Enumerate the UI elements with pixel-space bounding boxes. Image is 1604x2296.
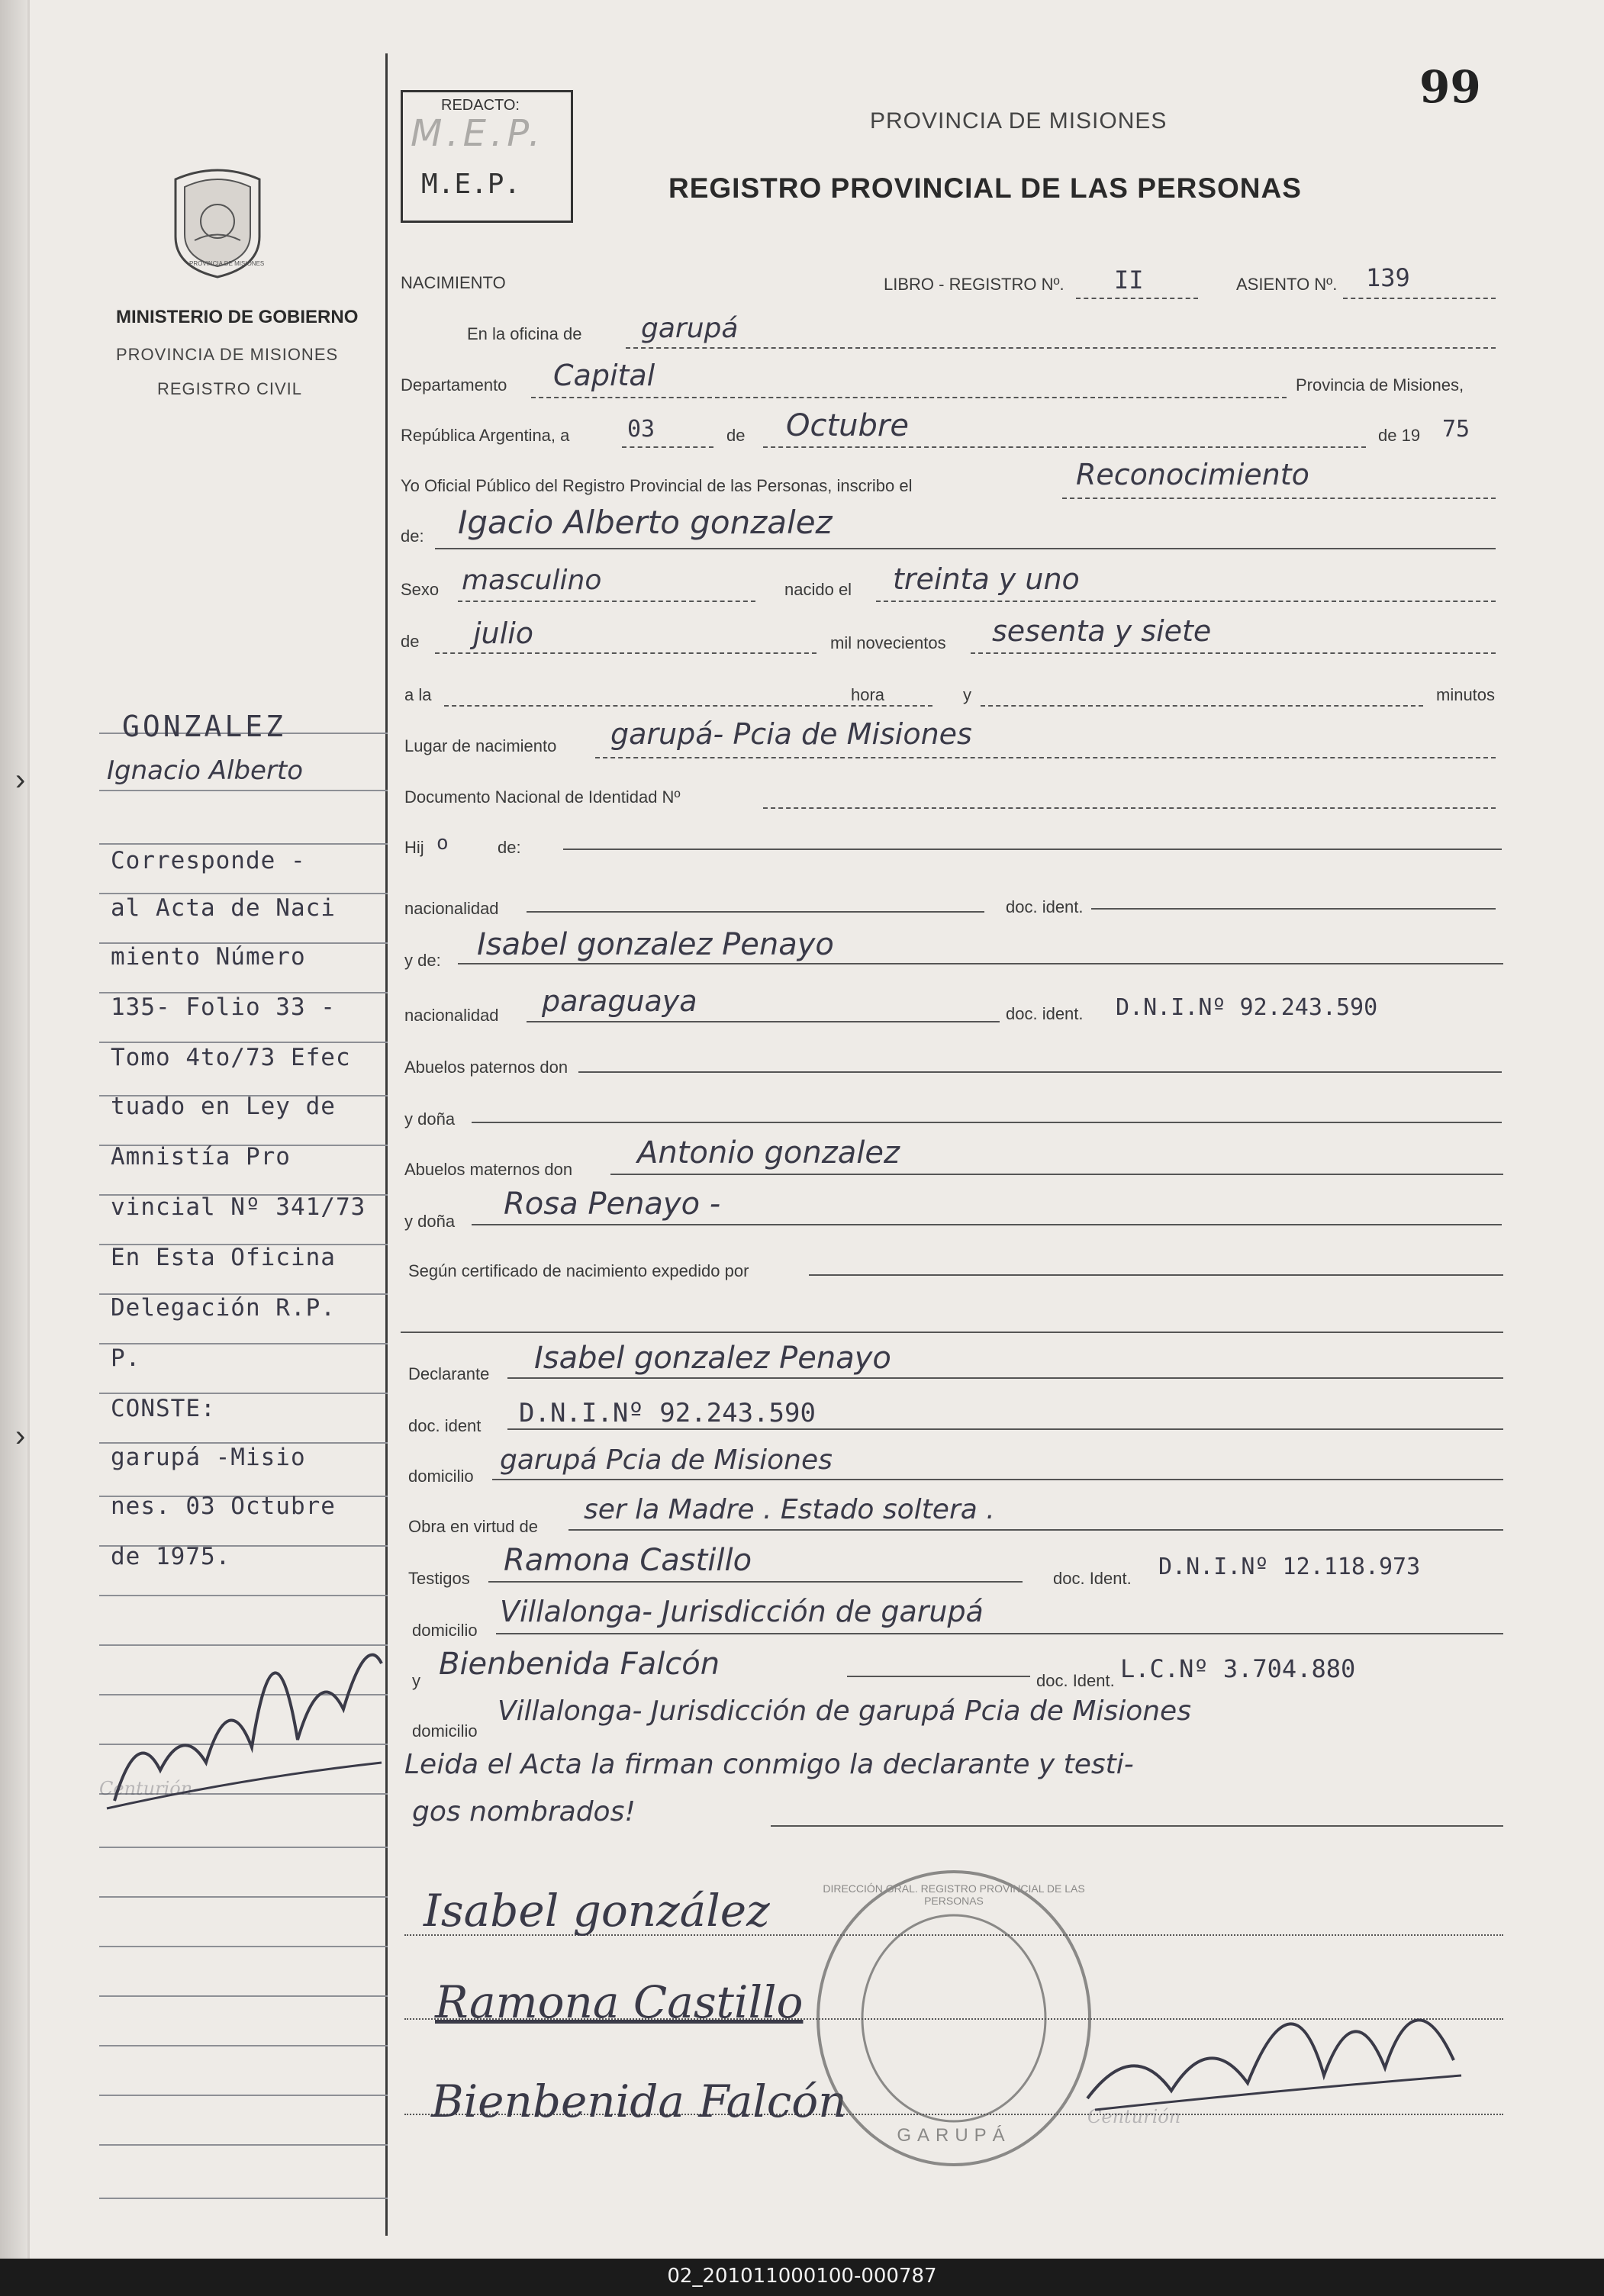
- margin-tick-1: ›: [15, 763, 26, 797]
- docident-underline: [1091, 908, 1496, 910]
- departamento-label: Departamento: [401, 375, 507, 394]
- round-stamp-inner-text: GARUPÁ: [897, 2125, 1011, 2146]
- domicilio3-label: domicilio: [412, 1721, 478, 1741]
- domicilio-value: garupá Pcia de Misiones: [500, 1444, 833, 1476]
- provincia-suffix: Provincia de Misiones,: [1296, 375, 1464, 394]
- mes-underline: [763, 446, 1366, 448]
- page-fold-line: [27, 0, 30, 2259]
- domicilio3-value: Villalonga- Jurisdicción de garupá Pcia de Misiones: [498, 1695, 1191, 1727]
- docident-label: doc. ident.: [1006, 897, 1084, 916]
- lugar-underline: [595, 757, 1496, 758]
- section-divider: [401, 1332, 1503, 1333]
- margin-note-line: Corresponde -: [111, 847, 306, 874]
- domicilio-underline: [492, 1479, 1503, 1480]
- ydona2-label: y doña: [404, 1212, 456, 1231]
- anio-nac-value: sesenta y siete: [992, 614, 1212, 648]
- de2-label: de:: [401, 527, 424, 546]
- domicilio2-underline: [496, 1633, 1503, 1634]
- margin-given: Ignacio Alberto: [107, 755, 304, 786]
- ydona2-underline: [472, 1224, 1502, 1225]
- page-fold-edge: [0, 0, 27, 2259]
- asiento-underline: [1343, 298, 1496, 299]
- departamento-value: Capital: [553, 359, 655, 392]
- republica-label: República Argentina, a: [401, 426, 570, 445]
- minutos-underline: [981, 705, 1423, 707]
- dia-underline: [622, 446, 713, 448]
- asiento-label: ASIENTO Nº.: [1236, 275, 1338, 294]
- margin-note-line: Tomo 4to/73 Efec: [111, 1044, 351, 1071]
- hijo-label: Hij: [404, 838, 424, 857]
- de4-label: de:: [498, 838, 521, 857]
- y-label: y: [963, 685, 971, 704]
- testigos-label: Testigos: [408, 1569, 470, 1588]
- nacionalidad-underline: [527, 911, 984, 913]
- mil-label: mil novecientos: [830, 633, 946, 652]
- obra-label: Obra en virtud de: [408, 1517, 538, 1536]
- seal-text: PROVINCIA DE MISIONES: [189, 260, 265, 267]
- signature-bienbenida: Bienbenida Falcón: [431, 2075, 847, 2127]
- margin-tick-2: ›: [15, 1419, 26, 1453]
- lugar-label: Lugar de nacimiento: [404, 736, 557, 755]
- libro-value: II: [1114, 266, 1144, 295]
- nombre-underline: [435, 548, 1496, 549]
- ministry-name: MINISTERIO DE GOBIERNO: [116, 307, 359, 327]
- madre-underline: [458, 963, 1503, 964]
- margin-note-line: miento Número: [111, 943, 306, 971]
- nacionalidad-label: nacionalidad: [404, 899, 499, 918]
- sexo-value: masculino: [462, 565, 602, 596]
- hijo-suffix: o: [436, 832, 449, 855]
- domicilio-label: domicilio: [408, 1467, 474, 1486]
- minutos-label: minutos: [1436, 685, 1496, 704]
- margin-note-line: Delegación R.P.: [111, 1294, 336, 1322]
- mes-nac-underline: [435, 652, 816, 654]
- header-province: PROVINCIA DE MISIONES: [870, 108, 1168, 134]
- abuelo-mat-value: Antonio gonzalez: [637, 1135, 900, 1171]
- testigo2-value: Bienbenida Falcón: [439, 1647, 720, 1682]
- ala-label: a la: [404, 685, 432, 704]
- docident3-value: D.N.I.Nº 92.243.590: [519, 1398, 816, 1428]
- anio-value: 75: [1442, 416, 1470, 443]
- redacto-scribble: [411, 112, 545, 155]
- y2-label: y: [412, 1671, 420, 1690]
- docident4-value: D.N.I.Nº 12.118.973: [1158, 1554, 1421, 1580]
- nombre-value: Igacio Alberto gonzalez: [458, 504, 833, 541]
- declarante-underline: [507, 1377, 1503, 1379]
- margin-note-line: al Acta de Naci: [111, 894, 336, 922]
- docident5-label: doc. Ident.: [1036, 1671, 1115, 1690]
- asiento-value: 139: [1366, 263, 1410, 292]
- official-signature-left: [92, 1572, 389, 1816]
- nacido-label: nacido el: [784, 580, 852, 599]
- round-stamp-outer-text: DIRECCIÓN GRAL. REGISTRO PROVINCIAL DE LAS PERSONAS: [823, 1882, 1085, 1907]
- leida-line2: gos nombrados!: [412, 1796, 636, 1827]
- official-signature-right: [1072, 1946, 1469, 2144]
- docident3-underline: [507, 1428, 1503, 1430]
- header-title: REGISTRO PROVINCIAL DE LAS PERSONAS: [668, 172, 1302, 204]
- docident4-label: doc. Ident.: [1053, 1569, 1132, 1588]
- oficina-value: garupá: [641, 313, 739, 344]
- hora-underline: [444, 705, 932, 707]
- libro-underline: [1076, 298, 1198, 299]
- margin-note-line: tuado en Ley de: [111, 1093, 336, 1120]
- margin-note-line: vincial Nº 341/73: [111, 1193, 366, 1221]
- record-type: NACIMIENTO: [401, 273, 506, 292]
- testigo2-underline: [847, 1676, 1030, 1677]
- footer-bar: [0, 2259, 1604, 2296]
- page-number: 99: [1419, 61, 1481, 113]
- mes-nac-value: julio: [473, 617, 534, 650]
- provincial-seal: [168, 164, 267, 279]
- abuelos-mat-label: Abuelos maternos don: [404, 1160, 573, 1179]
- docident3-label: doc. ident: [408, 1416, 482, 1435]
- obra-value: ser la Madre . Estado soltera .: [584, 1494, 995, 1525]
- abuelos-mat-underline: [610, 1174, 1503, 1175]
- nacionalidad2-underline: [527, 1021, 1000, 1022]
- margin-surname: GONZALEZ: [122, 710, 287, 743]
- nacionalidad2-label: nacionalidad: [404, 1006, 499, 1025]
- sexo-label: Sexo: [401, 580, 440, 599]
- madre-value: Isabel gonzalez Penayo: [477, 927, 834, 962]
- margin-note-line: P.: [111, 1344, 141, 1372]
- docident2-label: doc. ident.: [1006, 1004, 1084, 1023]
- margin-note-line: nes. 03 Octubre: [111, 1493, 336, 1520]
- hora-label: hora: [851, 685, 885, 704]
- ydona-underline: [472, 1122, 1502, 1123]
- yde-label: y de:: [404, 951, 441, 970]
- domicilio2-value: Villalonga- Jurisdicción de garupá: [500, 1595, 984, 1628]
- testigo1-underline: [488, 1581, 1023, 1583]
- abuela-mat-value: Rosa Penayo -: [504, 1187, 721, 1222]
- dni-label: Documento Nacional de Identidad Nº: [404, 787, 681, 807]
- sexo-underline: [458, 601, 755, 602]
- abuelos-pat-underline: [578, 1071, 1502, 1073]
- nacido-value: treinta y uno: [893, 562, 1080, 596]
- signature-ramona: Ramona Castillo: [435, 1976, 804, 2028]
- de3-label: de: [401, 632, 420, 651]
- leida-underline: [771, 1825, 1503, 1827]
- nacido-underline: [876, 601, 1496, 602]
- anio-nac-underline: [971, 652, 1496, 654]
- hijo-underline: [563, 849, 1502, 850]
- inscribo-label: Yo Oficial Público del Registro Provincial de las Personas, inscribo el: [401, 476, 913, 495]
- oficina-label: En la oficina de: [467, 324, 582, 343]
- nacionalidad2-value: paraguaya: [542, 984, 697, 1018]
- margin-note-line: CONSTE:: [111, 1395, 216, 1422]
- official-signature-left-text: Centurión: [99, 1778, 193, 1799]
- margin-note-line: de 1975.: [111, 1543, 231, 1570]
- mes-value: Octubre: [786, 408, 909, 443]
- redacto-label: REDACTO:: [441, 97, 520, 114]
- testigo1-value: Ramona Castillo: [504, 1543, 752, 1578]
- inscribo-value: Reconocimiento: [1076, 458, 1309, 491]
- segun-underline: [809, 1274, 1503, 1276]
- libro-label: LIBRO - REGISTRO Nº.: [884, 275, 1065, 294]
- ministry-province: PROVINCIA DE MISIONES: [116, 345, 339, 364]
- round-stamp: [813, 1866, 1095, 2171]
- anio-prefix: de 19: [1378, 426, 1421, 445]
- footer-id: 02_201011000100-000787: [667, 2265, 937, 2288]
- redacto-scribble-text: M.E.P.: [411, 112, 545, 155]
- declarante-value: Isabel gonzalez Penayo: [534, 1341, 891, 1376]
- docident2-value: D.N.I.Nº 92.243.590: [1116, 994, 1378, 1021]
- de-label: de: [726, 426, 746, 445]
- oficina-underline: [626, 347, 1496, 349]
- obra-underline: [568, 1529, 1503, 1531]
- lugar-value: garupá- Pcia de Misiones: [610, 717, 972, 751]
- inscribo-underline: [1062, 498, 1496, 499]
- ydona-label: y doña: [404, 1109, 456, 1129]
- redacto-initials: M.E.P.: [421, 169, 521, 200]
- segun-label: Según certificado de nacimiento expedido por: [408, 1261, 749, 1280]
- margin-note-line: Amnistía Pro: [111, 1143, 291, 1171]
- margin-note-line: 135- Folio 33 -: [111, 993, 336, 1021]
- declarante-label: Declarante: [408, 1364, 490, 1383]
- leida-line1: Leida el Acta la firman conmigo la declarante y testi-: [404, 1749, 1134, 1780]
- domicilio2-label: domicilio: [412, 1621, 478, 1640]
- redacto-box: [401, 90, 573, 223]
- ministry-registry: REGISTRO CIVIL: [157, 379, 303, 398]
- docident5-value: L.C.Nº 3.704.880: [1120, 1654, 1356, 1683]
- dni-underline: [763, 807, 1496, 809]
- dia-value: 03: [627, 416, 655, 443]
- abuelos-pat-label: Abuelos paternos don: [404, 1058, 568, 1077]
- margin-note-line: En Esta Oficina: [111, 1244, 336, 1271]
- signature-isabel: Isabel gonzález: [424, 1885, 770, 1937]
- margin-note-line: garupá -Misio: [111, 1444, 306, 1471]
- official-signature-right-text: Centurión: [1087, 2106, 1181, 2127]
- departamento-underline: [531, 397, 1287, 398]
